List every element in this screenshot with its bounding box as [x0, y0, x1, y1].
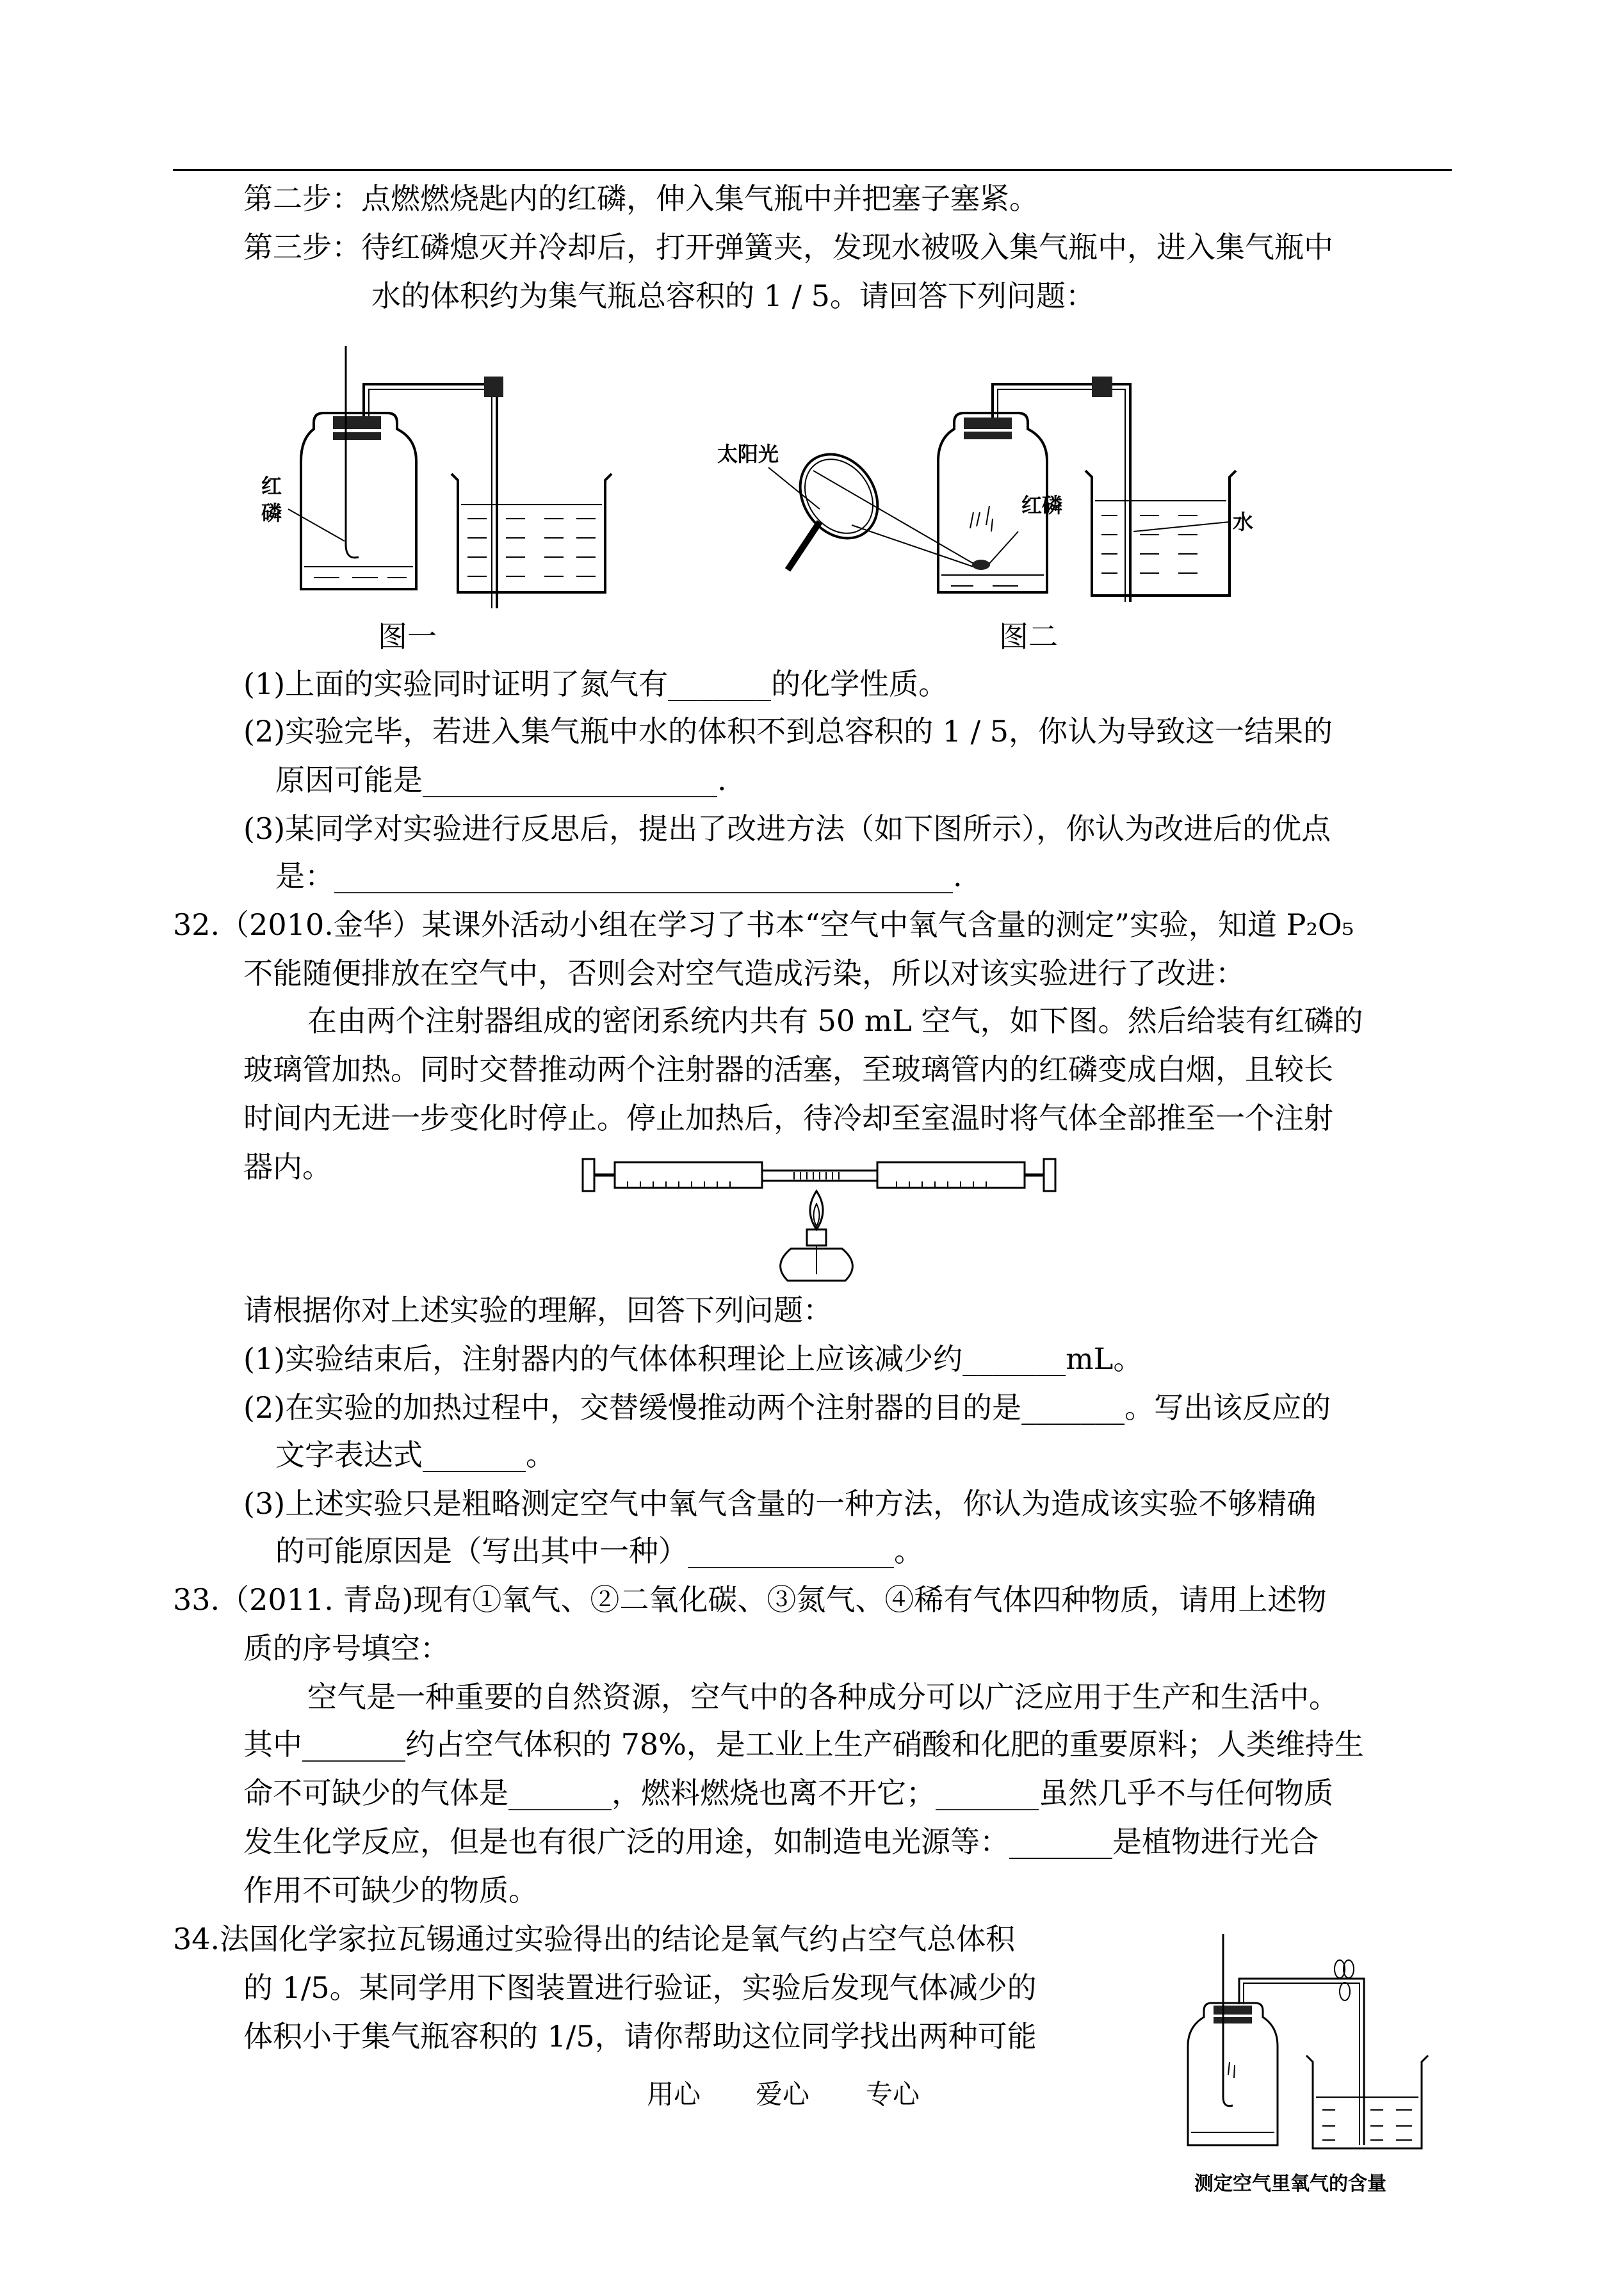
- text-line: 体积小于集气瓶容积的 1/5，请你帮助这位同学找出两种可能: [243, 2019, 1037, 2054]
- label-sun: 太阳光: [717, 442, 779, 466]
- text-line: 34.法国化学家拉瓦锡通过实验得出的结论是氧气约占空气总体积: [173, 1922, 1016, 1956]
- figure-1-apparatus: [243, 333, 653, 608]
- figure-2-apparatus: [717, 359, 1294, 615]
- text-line: 质的序号填空：: [243, 1631, 450, 1666]
- text-line: 器内。: [243, 1149, 332, 1184]
- text-line: 请根据你对上述实验的理解，回答下列问题：: [243, 1293, 832, 1327]
- text-line: 的可能原因是（写出其中一种）______________。: [275, 1534, 923, 1568]
- text-line: 空气是一种重要的自然资源，空气中的各种成分可以广泛应用于生产和生活中。: [307, 1680, 1338, 1714]
- text-line: 玻璃管加热。同时交替推动两个注射器的活塞，至玻璃管内的红磷变成白烟，且较长: [243, 1052, 1333, 1087]
- text-line: (3)上述实验只是粗略测定空气中氧气含量的一种方法，你认为造成该实验不够精确: [243, 1486, 1317, 1521]
- text-line: 第三步：待红磷熄灭并冷却后，打开弹簧夹，发现水被吸入集气瓶中，进入集气瓶中: [243, 230, 1333, 264]
- text-line: 32.（2010.金华）某课外活动小组在学习了书本“空气中氧气含量的测定”实验，知道 P₂O₅: [173, 907, 1354, 942]
- text-line: 作用不可缺少的物质。: [243, 1873, 538, 1908]
- label-water: 水: [1233, 510, 1254, 534]
- text-line: 是：__________________________________________.: [275, 859, 962, 893]
- text-line: 33.（2011. 青岛)现有①氧气、②二氧化碳、③氮气、④稀有气体四种物质，请用上述物: [173, 1582, 1327, 1617]
- footer-left: 用心: [647, 2079, 701, 2110]
- text-line: (3)某同学对实验进行反思后，提出了改进方法（如下图所示），你认为改进后的优点: [243, 811, 1331, 846]
- syringe-apparatus-figure: [576, 1146, 1063, 1287]
- text-line: 时间内无进一步变化时停止。停止加热后，待冷却至室温时将气体全部推至一个注射: [243, 1101, 1333, 1135]
- footer-middle: 爱心: [756, 2079, 810, 2110]
- header-rule: [173, 169, 1452, 171]
- text-line: (1)实验结束后，注射器内的气体体积理论上应该减少约_______mL。: [243, 1342, 1143, 1376]
- text-line: 文字表达式_______。: [275, 1438, 555, 1472]
- text-line: (1)上面的实验同时证明了氮气有_______的化学性质。: [243, 667, 948, 701]
- text-line: 其中_______约占空气体积的 78%，是工业上生产硝酸和化肥的重要原料；人类维持生: [243, 1727, 1364, 1762]
- text-line: 命不可缺少的气体是_______，燃料燃烧也离不开它；_______虽然几乎不与任何物质: [243, 1776, 1333, 1810]
- figure-3-apparatus: [1172, 1934, 1441, 2158]
- text-line: 的 1/5。某同学用下图装置进行验证，实验后发现气体减少的: [243, 1970, 1037, 2005]
- figure-3-caption: 测定空气里氧气的含量: [1194, 2173, 1386, 2195]
- label-hong: 红: [261, 474, 282, 498]
- footer-right: 专心: [866, 2079, 920, 2110]
- text-line: 不能随便排放在空气中，否则会对空气造成污染，所以对该实验进行了改进：: [243, 956, 1245, 991]
- text-line: 在由两个注射器组成的密闭系统内共有 50 mL 空气，如下图。然后给装有红磷的: [307, 1003, 1363, 1038]
- figure-1-caption: 图一: [378, 619, 437, 654]
- text-line: 发生化学反应，但是也有很广泛的用途，如制造电光源等：_______是植物进行光合: [243, 1824, 1319, 1859]
- text-line: 水的体积约为集气瓶总容积的 1 / 5。请回答下列问题：: [371, 279, 1095, 313]
- text-line: (2)实验完毕，若进入集气瓶中水的体积不到总容积的 1 / 5，你认为导致这一结果的: [243, 714, 1333, 749]
- label-lin: 磷: [261, 501, 282, 525]
- text-line: 原因可能是____________________.: [275, 763, 727, 797]
- text-line: 第二步：点燃燃烧匙内的红磷，伸入集气瓶中并把塞子塞紧。: [243, 181, 1039, 216]
- label-red-phosphorus: 红磷: [1021, 493, 1063, 517]
- figure-2-caption: 图二: [999, 619, 1058, 654]
- text-line: (2)在实验的加热过程中，交替缓慢推动两个注射器的目的是_______。写出该反应的: [243, 1390, 1331, 1425]
